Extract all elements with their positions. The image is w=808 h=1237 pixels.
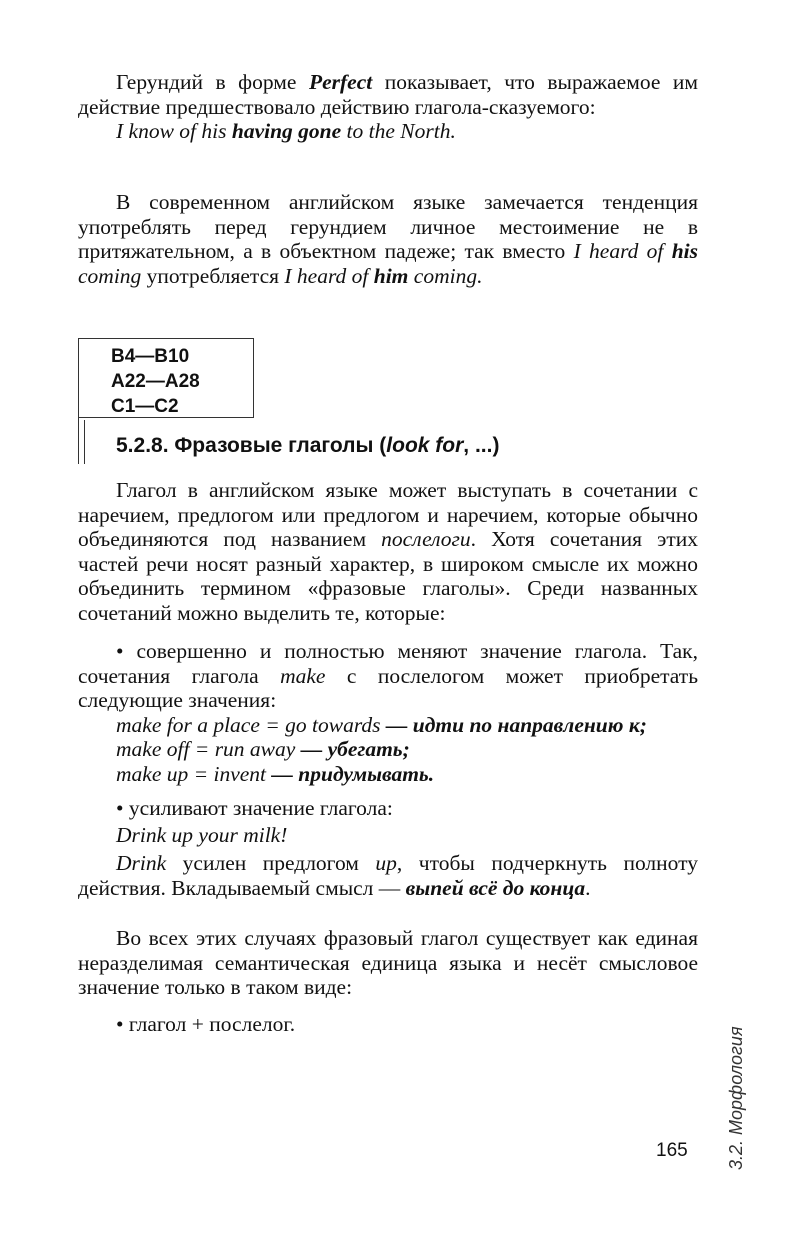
trend-mid: употребляется [141, 263, 285, 288]
trend-ex1c: coming [78, 263, 142, 288]
bullet-change-meaning [78, 639, 698, 713]
drink-example: Drink up your milk! [116, 822, 288, 847]
make-example-en: make for a place = go towards [116, 712, 381, 737]
make-example [116, 762, 698, 787]
heading-number: 5.2.8. Фразовые глаголы ( [116, 434, 387, 457]
bullet-intensify: • усиливают значение глагола: [116, 796, 393, 820]
bullet1-term: make [280, 663, 326, 688]
intro-paragraph [78, 70, 698, 119]
sidebar-label: 3.2. Морфология [726, 1026, 746, 1170]
make-example-en: make off = run away [116, 737, 296, 761]
drink-text1: усилен предлогом [166, 851, 376, 875]
intro-text: Герундий в форме [116, 70, 309, 94]
trend-paragraph [78, 190, 698, 288]
trend-ex2a: I heard of [284, 263, 374, 288]
ref-line-1: B4—B10 [111, 346, 190, 367]
drink-note [78, 851, 698, 900]
p1-text: Глагол в английском языке может выступать в сочетании с наречием, предлогом или предлогом и наречием, которые обычно объединяются под названием [78, 478, 698, 551]
example-north [78, 119, 698, 144]
make-example-en: make up = invent [116, 761, 267, 786]
make-example [116, 737, 698, 762]
intro-block [78, 70, 698, 144]
make-example-ru: — идти по направлению к; [380, 712, 647, 737]
trend-ex1a: I heard of [573, 239, 672, 263]
make-example [116, 713, 698, 738]
bullet-verb-particle: • глагол + послелог. [116, 1011, 296, 1036]
trend-text: В современном английском языке замечается тенденция употреблять перед герундием личное местоимение не в притяжательном, а в объектном падеже; так вместо [78, 190, 698, 263]
trend-ex1b: his [671, 239, 698, 263]
make-example-ru: — придумывать. [266, 761, 435, 786]
heading-italic: look for [386, 434, 464, 457]
bullet1-rest: с послелогом может приобретать следующие значения: [78, 663, 698, 712]
bullet1-text: • совершенно и полностью меняют значение глагола. Так, сочетания глагола [78, 639, 698, 688]
heading-rule-1 [78, 418, 79, 464]
trend-block [78, 190, 698, 288]
example-north-c: to the North. [341, 119, 456, 143]
heading-rest: , ...) [463, 434, 500, 457]
trend-ex2b: him [373, 263, 409, 288]
p1-rest: . Хотя сочетания этих частей речи носят разный характер, в широком смысле их можно объединить термином «фразовые глаголы». Среди названных сочетаний можно выделить те, которые: [78, 527, 698, 625]
drink-term1: Drink [116, 851, 167, 875]
make-example-ru: — убегать; [295, 737, 410, 761]
trend-ex2c: coming. [408, 263, 483, 288]
heading-rule-2 [84, 420, 85, 464]
section-heading [116, 433, 499, 459]
main-block [78, 478, 698, 1036]
drink-meaning: выпей всё до конца [405, 875, 586, 900]
phrasal-intro-paragraph [78, 478, 698, 625]
make-examples [78, 713, 698, 787]
reference-box [78, 338, 254, 418]
intro-rest: показывает, что выражаемое им действие предшествовало действию глагола-сказуемого: [78, 70, 698, 119]
example-north-a: I know of his [116, 119, 232, 143]
chapter-sidebar [718, 970, 754, 1170]
page-number: 165 [656, 1140, 688, 1161]
ref-line-3: C1—C2 [111, 396, 179, 417]
drink-end: . [585, 875, 591, 900]
p1-term: послелоги [381, 527, 471, 551]
drink-term2: up [375, 851, 397, 875]
final-paragraph: Во всех этих случаях фразовый глагол существует как единая неразделимая семантическая единица языка и несёт смысловое значение только в таком виде: [78, 926, 698, 999]
ref-line-2: A22—A28 [111, 371, 200, 392]
intro-term: Perfect [308, 70, 373, 94]
drink-text2: , чтобы подчеркнуть полноту действия. Вкладываемый смысл — [78, 851, 698, 900]
example-north-b: having gone [231, 119, 342, 143]
